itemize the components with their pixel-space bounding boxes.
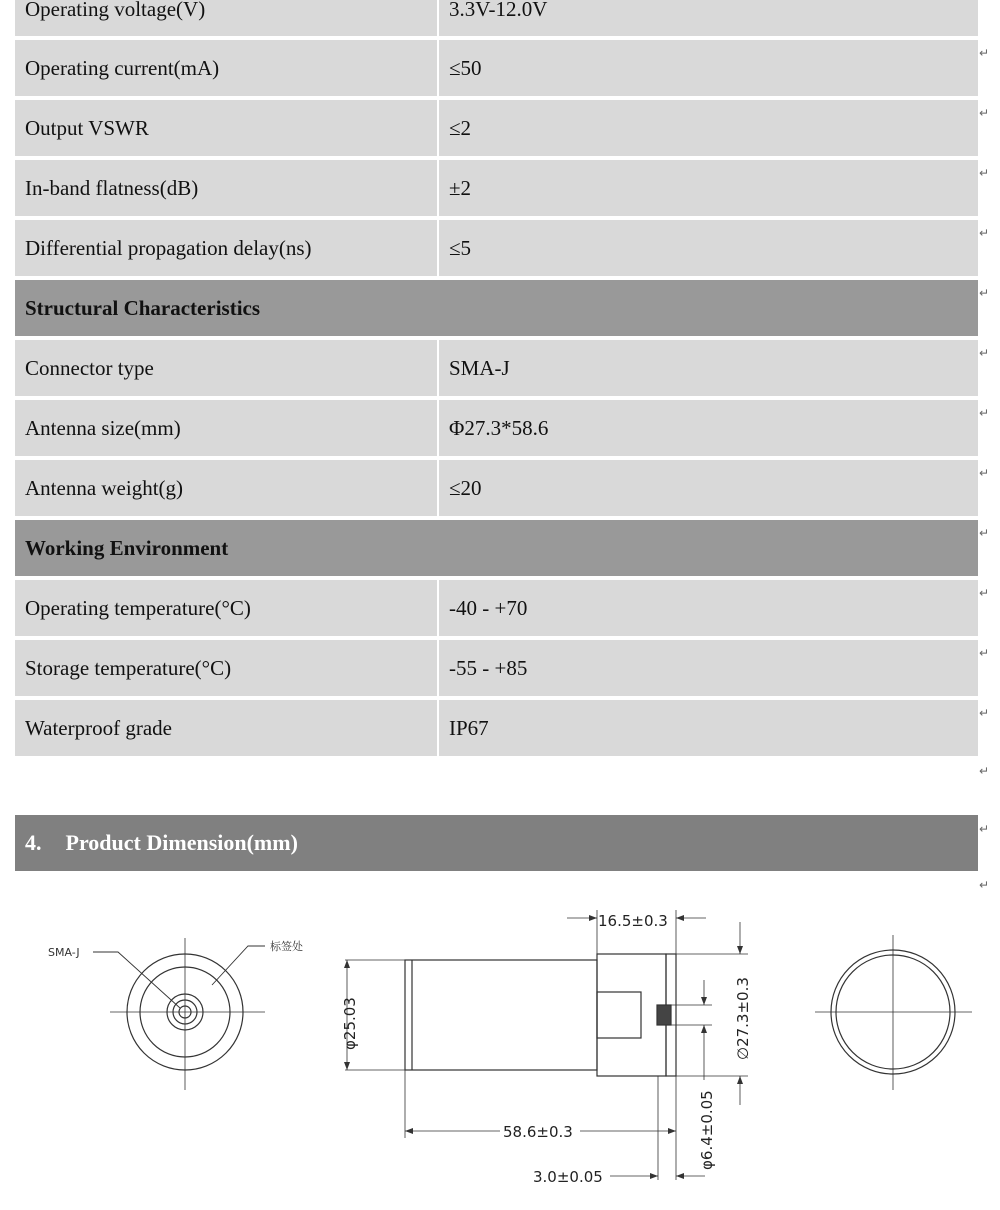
dim-top-length: 16.5±0.3 xyxy=(598,912,668,930)
table-row xyxy=(15,40,978,96)
paragraph-mark-icon: ↵ xyxy=(979,706,990,720)
paragraph-mark-icon: ↵ xyxy=(979,46,990,60)
table-row xyxy=(15,220,978,276)
param-cell: Antenna size(mm) xyxy=(15,400,437,456)
dim-total-length: 58.6±0.3 xyxy=(503,1123,573,1141)
dim-pin-diameter: φ6.4±0.05 xyxy=(698,1090,716,1170)
section-heading-structural: Structural Characteristics xyxy=(15,280,978,336)
param-cell: Output VSWR xyxy=(15,100,437,156)
dim-body-diameter: φ25.03 xyxy=(341,997,359,1050)
value-cell: -55 - +85 xyxy=(439,640,978,696)
value-cell: ±2 xyxy=(439,160,978,216)
value-cell: -40 - +70 xyxy=(439,580,978,636)
dimension-drawing xyxy=(0,880,1000,1200)
param-cell: In-band flatness(dB) xyxy=(15,160,437,216)
table-row xyxy=(15,640,978,696)
value-cell: ≤50 xyxy=(439,40,978,96)
paragraph-mark-icon: ↵ xyxy=(979,646,990,660)
value-cell: ≤20 xyxy=(439,460,978,516)
table-row xyxy=(15,580,978,636)
paragraph-mark-icon: ↵ xyxy=(979,286,990,300)
paragraph-mark-icon: ↵ xyxy=(979,878,990,892)
param-cell: Operating current(mA) xyxy=(15,40,437,96)
section-heading-dimension xyxy=(15,815,978,871)
spec-table xyxy=(15,0,978,760)
paragraph-mark-icon: ↵ xyxy=(979,226,990,240)
section-heading-environment: Working Environment xyxy=(15,520,978,576)
paragraph-mark-icon: ↵ xyxy=(979,466,990,480)
table-row xyxy=(15,700,978,756)
param-cell: Antenna weight(g) xyxy=(15,460,437,516)
paragraph-mark-icon: ↵ xyxy=(979,106,990,120)
label-area-text: 标签处 xyxy=(270,940,303,953)
table-row xyxy=(15,400,978,456)
section-header-row xyxy=(15,280,978,336)
param-cell: Storage temperature(°C) xyxy=(15,640,437,696)
param-cell: Waterproof grade xyxy=(15,700,437,756)
table-row xyxy=(15,0,978,36)
value-cell: ≤2 xyxy=(439,100,978,156)
table-row xyxy=(15,340,978,396)
table-row xyxy=(15,160,978,216)
value-cell: 3.3V-12.0V xyxy=(439,0,978,36)
param-cell: Connector type xyxy=(15,340,437,396)
paragraph-mark-icon: ↵ xyxy=(979,586,990,600)
table-row xyxy=(15,100,978,156)
param-cell: Differential propagation delay(ns) xyxy=(15,220,437,276)
paragraph-mark-icon: ↵ xyxy=(979,166,990,180)
paragraph-mark-icon: ↵ xyxy=(979,346,990,360)
section-header-row xyxy=(15,520,978,576)
value-cell: IP67 xyxy=(439,700,978,756)
paragraph-mark-icon: ↵ xyxy=(979,406,990,420)
section-title: Product Dimension(mm) xyxy=(65,830,298,855)
rear-view xyxy=(815,935,972,1090)
dim-outer-diameter: ∅27.3±0.3 xyxy=(734,977,752,1060)
paragraph-mark-icon: ↵ xyxy=(979,526,990,540)
section-number: 4. xyxy=(25,830,42,855)
value-cell: ≤5 xyxy=(439,220,978,276)
paragraph-mark-icon: ↵ xyxy=(979,822,990,836)
param-cell: Operating temperature(°C) xyxy=(15,580,437,636)
table-row xyxy=(15,460,978,516)
paragraph-mark-icon: ↵ xyxy=(979,764,990,778)
param-cell: Operating voltage(V) xyxy=(15,0,437,36)
value-cell: Φ27.3*58.6 xyxy=(439,400,978,456)
dim-flange-thickness: 3.0±0.05 xyxy=(533,1168,603,1186)
value-cell: SMA-J xyxy=(439,340,978,396)
front-view xyxy=(93,938,265,1090)
connector-label: SMA-J xyxy=(48,946,80,959)
